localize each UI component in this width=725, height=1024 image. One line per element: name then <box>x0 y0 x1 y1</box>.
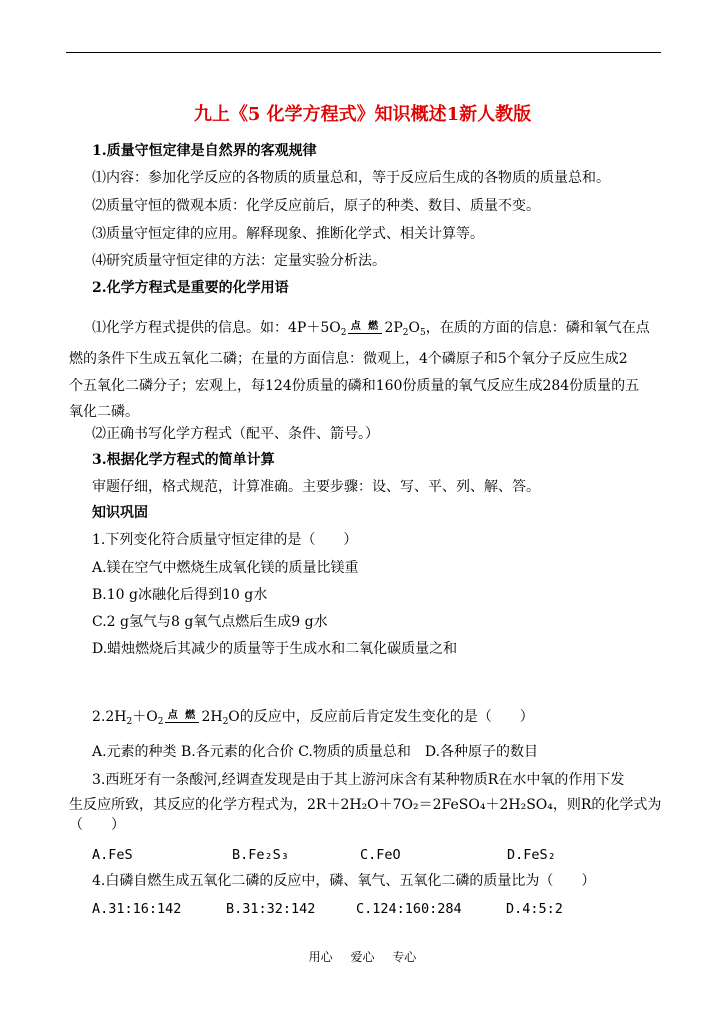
page-title: 九上《5 化学方程式》知识概述1新人教版 <box>193 104 532 125</box>
q3-line-1: 3.西班牙有一条酸河,经调查发现是由于其上游河床含有某种物质R在水中氧的作用下发 <box>92 772 625 788</box>
q4-option-a: A.31:16:142 <box>92 901 182 917</box>
section-2-line-2: 燃的条件下生成五氧化二磷；在量的方面信息：微观上，4个磷原子和5个氧分子反应生成2 <box>69 351 628 367</box>
section-2-heading: 2.化学方程式是重要的化学用语 <box>92 280 289 296</box>
q3-option-b: B.Fe₂S₃ <box>232 847 289 863</box>
section-2-equation-line: ⑴化学方程式提供的信息。如：$4P+5O_2$ 点 燃 $2P_2O_5$，在质的方面的信息：磷和氧气在点 <box>92 320 650 338</box>
section-1-micro: ⑵质量守恒的微观本质：化学反应前后，原子的种类、数目、质量不变。 <box>92 198 540 214</box>
q4-option-b: B.31:32:142 <box>226 901 316 917</box>
q4-option-c: C.124:160:284 <box>356 901 462 917</box>
header-rule <box>66 52 661 53</box>
section-2-writing: ⑵正确书写化学方程式（配平、条件、箭号。） <box>92 426 379 442</box>
q1-option-b: B.10 g冰融化后得到10 g水 <box>92 587 268 603</box>
equation-suffix: ，在质的方面的信息：磷和氧气在点 <box>425 320 650 336</box>
q3-option-c: C.FeO <box>360 847 401 863</box>
q2-options: A.元素的种类 B.各元素的化合价 C.物质的质量总和 D.各种原子的数目 <box>92 744 539 760</box>
q4-stem: 4.白磷自燃生成五氧化二磷的反应中，磷、氧气、五氧化二磷的质量比为（ ） <box>92 873 596 889</box>
q1-option-c: C.2 g氢气与8 g氧气点燃后生成9 g水 <box>92 614 328 630</box>
page-footer: 用心 爱心 专心 <box>308 950 417 964</box>
q4-option-d: D.4:5:2 <box>506 901 563 917</box>
q3-option-d: D.FeS₂ <box>507 847 556 863</box>
section-1-heading: 1.质量守恒定律是自然界的客观规律 <box>92 143 317 159</box>
q2-stem: $2.2H_2+O_2$ 点 燃 $2H_2O$的反应中，反应前后肯定发生变化的是（ ） <box>92 709 534 727</box>
equation-prefix: ⑴化学方程式提供的信息。如：4P＋5O <box>92 320 341 336</box>
section-1-method: ⑷研究质量守恒定律的方法：定量实验分析法。 <box>92 253 386 269</box>
q2-prefix: 2.2H <box>92 709 127 725</box>
section-3-steps: 审题仔细，格式规范，计算准确。主要步骤：设、写、平、列、解、答。 <box>92 479 540 495</box>
q3-line-3: （ ） <box>69 817 125 833</box>
section-2-line-4: 氧化二磷。 <box>69 404 139 420</box>
section-1-application: ⑶质量守恒定律的应用。解释现象、推断化学式、相关计算等。 <box>92 226 484 242</box>
condition-label: 点 燃 <box>350 321 381 332</box>
q1-option-d: D.蜡烛燃烧后其减少的质量等于生成水和二氧化碳质量之和 <box>92 641 458 657</box>
reaction-condition-arrow <box>165 711 199 723</box>
section-3-heading: 3.根据化学方程式的简单计算 <box>92 452 275 468</box>
reaction-condition-arrow <box>348 322 382 334</box>
q1-option-a: A.镁在空气中燃烧生成氧化镁的质量比镁重 <box>92 560 359 576</box>
q1-stem: 1.下列变化符合质量守恒定律的是（ ） <box>92 532 358 548</box>
q3-option-a: A.FeS <box>92 847 133 863</box>
q3-line-2: 生反应所致，其反应的化学方程式为，2R＋2H₂O＋7O₂＝2FeSO₄＋2H₂SO₄，则R的化学式为 <box>69 797 662 813</box>
section-2-line-3: 个五氧化二磷分子；宏观上，每124份质量的磷和160份质量的氧气反应生成284份质量的五 <box>69 378 640 394</box>
practice-heading: 知识巩固 <box>92 505 148 521</box>
section-1-content: ⑴内容：参加化学反应的各物质的质量总和，等于反应后生成的各物质的质量总和。 <box>92 170 610 186</box>
q2-suffix: 的反应中，反应前后肯定发生变化的是（ ） <box>239 709 534 725</box>
condition-label: 点 燃 <box>167 710 198 721</box>
